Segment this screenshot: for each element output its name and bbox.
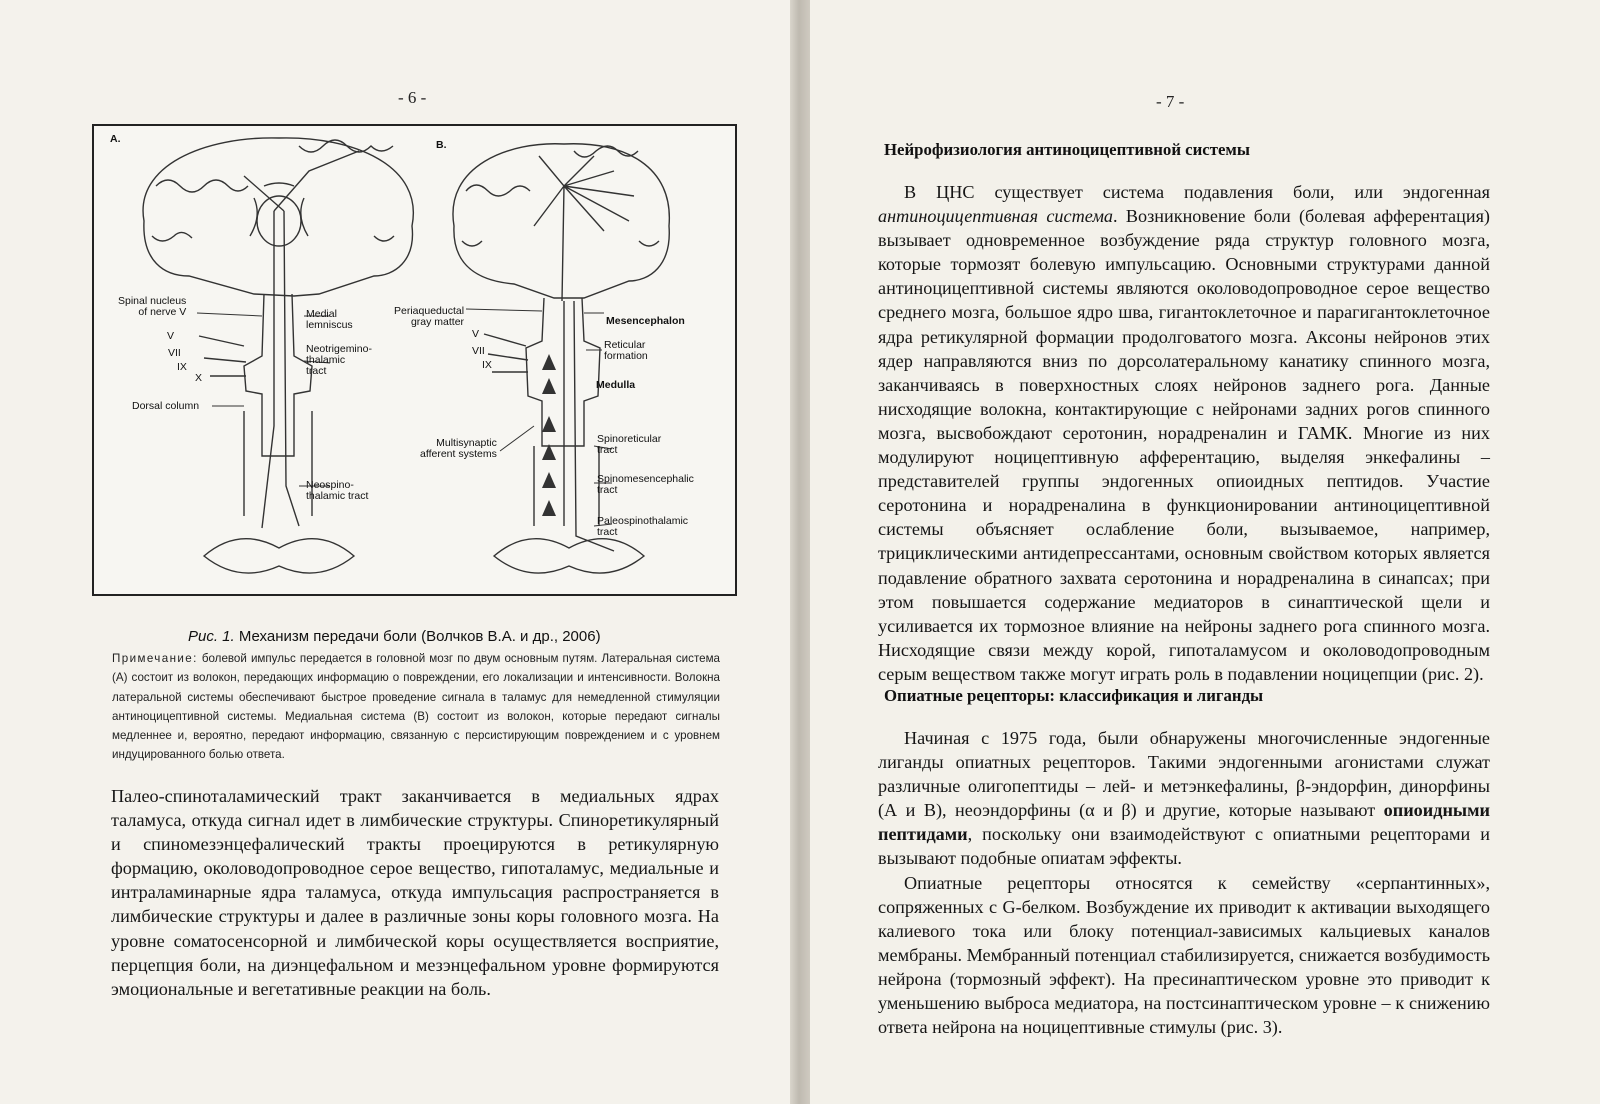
paragraph-antinociceptive	[878, 180, 1490, 686]
caption-number: Рис. 1.	[188, 628, 235, 645]
spinal-cord-a	[244, 411, 312, 516]
note-text: болевой импульс передается в головной мозг по двум основным путям. Латеральная система (А) состоит из волокон, передающих информацию о повреждении, его локализации и интенсивности. Волокна латеральной системы обеспечивают быстрое проведение сигнала в таламус для немедленной стимуляции антиноцицептивной системы. Медиальная система (В) состоит из волокон, которые передают сигналы медленнее и, вероятно, передают информацию, связанную с персистирующим повреждением и с уровнем индуцированного болью ответа.	[112, 652, 720, 762]
caption-text: Механизм передачи боли (Волчков В.А. и др., 2006)	[234, 628, 601, 645]
label-spinomesencephalic: Spinomesencephalic tract	[597, 473, 694, 496]
label-periaqueductal: Periaqueductal gray matter	[394, 305, 465, 328]
label-neotrigemino: Neotrigemino- thalamic tract	[306, 343, 372, 377]
left-paragraph: Палео-спиноталамический тракт заканчивается в медиальных ядрах таламуса, откуда сигнал идет в лимбические структуры. Спиноретикулярный и спиномезэнцефалический тракты проецируются в ретикулярную формацию, околоводопроводное серое вещество, гипоталамус, медиальные и интраламинарные ядра таламуса, откуда импульсация распространяется в лимбические структуры и далее в различные зоны коры головного мозга. На уровне соматосенсорной и лимбической коры осуществляется восприятие, перцепция боли, на диэнцефальном и мезэнцефальном уровне формируются эмоциональные и вегетативные реакции на боль.	[111, 786, 719, 999]
brain-a-gyri	[152, 140, 394, 241]
label-a-v: V	[167, 330, 175, 342]
label-a-ix: IX	[177, 361, 187, 373]
spinal-section-a	[204, 539, 354, 573]
figure-pain-pathways	[92, 124, 737, 596]
label-a-x: X	[195, 372, 203, 384]
brain-b-outline	[453, 144, 669, 298]
para2-bold: опиоидными пептидами	[878, 800, 1490, 845]
paragraph-receptors: Опиатные рецепторы относятся к семейству «серпантинных», сопряженных с G-белком. Возбуждение их приводит к активации выходящего калиевого тока или блоку потенциал-зависимых кальциевых каналов мембраны. Мембранный потенциал стабилизируется, снижается возбудимость нейрона (тормозный эффект). На пресинаптическом уровне это приводит к уменьшению выброса медиатора, на постсинаптическом уровне – к снижению ответа нейрона на ноцицептивные стимулы (рис. 3).	[878, 872, 1490, 1038]
brainstem-a	[244, 294, 312, 456]
antinociceptive-text	[878, 180, 1490, 686]
note-label: Примечание:	[112, 652, 198, 665]
label-neospino: Neospino- thalamic tract	[306, 479, 369, 502]
panel-b-label: B.	[436, 139, 447, 151]
label-mesencephalon: Mesencephalon	[606, 315, 685, 327]
para1-italic: антиноцицептивная система	[878, 206, 1114, 227]
nerves-a	[199, 336, 246, 376]
para2-part-b: , поскольку они взаимодействуют с опиатными рецепторами и вызывают подобные опиатам эффекты.	[878, 824, 1490, 869]
label-b-ix: IX	[482, 359, 492, 371]
page-number: - 6 -	[398, 88, 427, 107]
label-multisynaptic: Multisynaptic afferent systems	[420, 437, 497, 460]
label-dorsal-column: Dorsal column	[132, 400, 200, 412]
label-spinal-nucleus: Spinal nucleus of nerve V	[118, 295, 187, 318]
opiate-text	[878, 726, 1490, 1039]
brain-a-outline	[143, 138, 413, 296]
label-spinoreticular: Spinoreticular tract	[597, 433, 662, 456]
label-b-v: V	[472, 328, 480, 340]
panel-a-label: A.	[110, 133, 121, 145]
right-page	[810, 0, 1600, 1104]
paragraph-ligands	[878, 726, 1490, 871]
ascending-arrows	[542, 354, 556, 516]
spinal-section-b	[494, 539, 644, 573]
projection-lines-b	[534, 156, 634, 301]
label-reticular: Reticular formation	[604, 339, 648, 362]
section-heading-opiate-receptors: Опиатные рецепторы: классификация и лиганды	[884, 686, 1264, 705]
tract-a-2	[244, 151, 359, 211]
label-b-vii: VII	[472, 345, 485, 357]
label-a-vii: VII	[168, 347, 181, 359]
section-heading-antinociceptive: Нейрофизиология антиноцицептивной системы	[884, 140, 1250, 159]
left-page	[0, 0, 790, 1104]
para1-part-b: . Возникновение боли (болевая афферентация) вызывает одновременное возбуждение ряда структур головного мозга, которые тормозят болевую импульсацию. Основными структурами данной антиноцицептивной системы являются околоводопроводное серое вещество среднего мозга, большое ядро шва, гигантоклеточное и парагигантоклеточное ядра ретикулярной формации продолговатого мозга. Аксоны нейронов этих ядер направляются вниз по дорсолатеральному канатику спинного мозга, заканчиваясь в поверхностных слоях нейронов заднего рога. Данные нисходящие волокна, контактирующие с нейронами задних рогов спинного мозга, высвобождают серотонин, норадреналин и ГАМК. Многие из них модулируют ноцицептивную афферентацию, выделяя энкефалины – представителей группы эндогенных опиоидных пептидов. Участие серотонина и норадреналина в функционировании антиноцицептивной системы объясняет ослабление боли, вызываемое, например, трициклическими антидепрессантами, основным свойством которых является подавление обратного захвата серотонина и норадреналина в синапсах; при этом повышается содержание медиаторов в синаптической щели и усиливается их тормозное влияние на нейроны заднего рога спинного мозга. Нисходящие связи между корой, гипоталамусом и околоводопроводным серым веществом также могут играть роль в подавлении ноцицепции (рис. 2).	[878, 206, 1490, 684]
tract-a-1	[262, 211, 299, 528]
page-number: - 7 -	[1156, 92, 1185, 111]
label-medial-lemniscus: Medial lemniscus	[306, 308, 353, 331]
figure-caption	[188, 628, 601, 645]
label-paleospino: Paleospinothalamic tract	[597, 515, 689, 538]
brainstem-b	[526, 298, 600, 446]
label-medulla: Medulla	[596, 379, 636, 391]
figure-note	[112, 649, 720, 765]
para2-part-a: Начиная с 1975 года, были обнаружены многочисленные эндогенные лиганды опиатных рецепторов. Такими эндогенными агонистами служат различные олигопептиды – лей- и метэнкефалины, β-эндорфин, динорфины (А и В), неоэндорфины (α и β) и другие, которые называют	[878, 728, 1490, 821]
left-body-text	[111, 784, 719, 1001]
para1-part-a: В ЦНС существует система подавления боли, или эндогенная	[904, 182, 1490, 202]
book-gutter	[790, 0, 810, 1104]
